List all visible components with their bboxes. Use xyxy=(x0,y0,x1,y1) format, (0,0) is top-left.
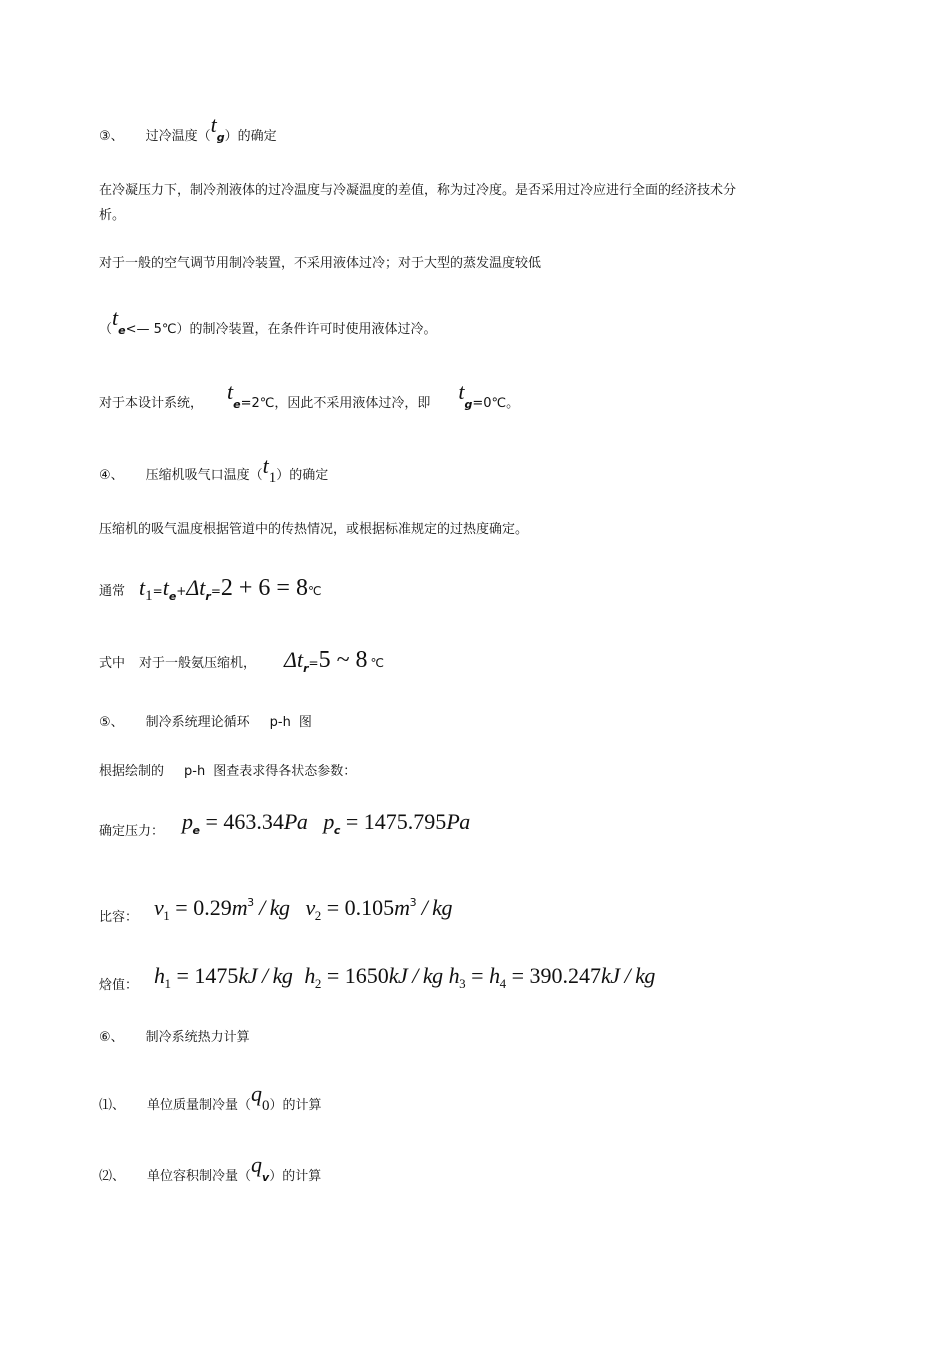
eq-equals-2: = xyxy=(210,584,221,598)
pc-symbol: p xyxy=(323,809,334,834)
system-text-3: =0℃。 xyxy=(472,396,520,411)
v1-unit: m xyxy=(231,895,248,920)
superheat-range-line xyxy=(99,647,385,679)
system-text-1: 对于本设计系统， xyxy=(99,396,204,411)
usual-label: 通常 xyxy=(99,584,126,599)
h3-subscript: 3 xyxy=(459,976,466,991)
section-3-title: 过冷温度（ xyxy=(145,129,211,144)
section-4-number: ④、 xyxy=(99,468,124,483)
qv-symbol: q xyxy=(251,1152,263,1177)
item-1-title: 单位质量制冷量（ xyxy=(147,1098,252,1113)
eq-delta-t: Δt xyxy=(186,575,206,600)
h3-symbol: h xyxy=(448,963,460,988)
system-text-2: =2℃，因此不采用液体过冷，即 xyxy=(240,396,431,411)
v2-symbol: v xyxy=(305,895,315,920)
pe-subscript: e xyxy=(192,824,200,837)
h4-unit: kJ / kg xyxy=(601,963,655,988)
section-6-number: ⑥、 xyxy=(99,1030,124,1045)
item-1-title-end: ）的计算 xyxy=(269,1098,322,1113)
system-design-note xyxy=(99,379,520,419)
h4-subscript: 4 xyxy=(499,976,507,991)
item-2-title-end: ）的计算 xyxy=(269,1169,322,1184)
subcool-temp-symbol: t xyxy=(210,112,217,137)
v2-subscript: 2 xyxy=(314,908,322,923)
pc-value: = 1475.795 xyxy=(340,809,447,834)
diagram-label: 图 xyxy=(298,715,312,730)
h2-value: = 1650 xyxy=(321,963,389,988)
subcooling-condition xyxy=(99,305,437,345)
pressure-line xyxy=(99,809,470,847)
h1-value: = 1475 xyxy=(171,963,239,988)
section-4-title: 压缩机吸气口温度（ xyxy=(145,468,263,483)
pc-unit: Pa xyxy=(446,809,470,834)
h3-h4-equals: = xyxy=(465,963,490,988)
section-5-number: ⑤、 xyxy=(99,715,124,730)
evap-temp-symbol: t xyxy=(227,379,234,404)
specific-volume-line xyxy=(99,895,452,932)
v2-unit: m xyxy=(394,895,410,920)
section-4-title-end: ）的确定 xyxy=(276,468,329,483)
eq-equals: = xyxy=(152,584,163,598)
section-4-heading xyxy=(99,453,329,490)
pe-symbol: p xyxy=(182,809,193,834)
section-3-heading xyxy=(99,112,277,152)
eq-te: t xyxy=(162,575,169,600)
where-label: 式中 xyxy=(99,656,126,671)
v2-superscript: 3 xyxy=(409,896,417,909)
volume-label: 比容： xyxy=(99,910,139,925)
suction-temp-symbol: t xyxy=(262,453,269,478)
eq-t1: t xyxy=(139,575,146,600)
v1-subscript: 1 xyxy=(163,908,170,923)
item-1-number: ⑴、 xyxy=(99,1098,126,1113)
h1-unit: kJ / kg xyxy=(238,963,293,988)
enthalpy-line xyxy=(99,963,655,1000)
q0-symbol: q xyxy=(251,1081,263,1106)
pc-subscript: c xyxy=(333,824,341,837)
item-2-title: 单位容积制冷量（ xyxy=(147,1169,252,1184)
eq-delta-t: Δt xyxy=(284,647,304,672)
eq-delta-t-sub: r xyxy=(303,662,309,675)
pressure-label: 确定压力： xyxy=(99,824,165,839)
open-paren: （ xyxy=(99,322,113,337)
qv-subscript: v xyxy=(262,1171,270,1184)
pe-value: = 463.34 xyxy=(199,809,284,834)
h1-subscript: 1 xyxy=(164,976,172,991)
suction-temp-description: 压缩机的吸气温度根据管道中的传热情况，或根据标准规定的过热度确定。 xyxy=(99,522,529,537)
eq-t1-sub: 1 xyxy=(145,588,153,604)
pe-unit: Pa xyxy=(283,809,308,834)
subcool-temp-subscript: g xyxy=(216,131,225,144)
subcool-temp-symbol: t xyxy=(458,379,465,404)
section-3-number: ③、 xyxy=(99,129,124,144)
section-6-heading xyxy=(99,1028,250,1048)
superheat-range: 5 ~ 8 xyxy=(318,647,368,673)
section-5-title: 制冷系统理论循环 xyxy=(145,715,250,730)
subcooling-definition: 在冷凝压力下，制冷剂液体的过冷温度与冷凝温度的差值，称为过冷度。是否采用过冷应进行全面的经济技术分析。 xyxy=(99,183,737,223)
item-2-heading xyxy=(99,1152,322,1192)
v1-value: = 0.29 xyxy=(169,895,232,920)
item-1-heading xyxy=(99,1081,322,1120)
evap-temp-subscript: e xyxy=(233,398,241,411)
suction-temp-subscript: 1 xyxy=(268,470,277,486)
v1-symbol: v xyxy=(154,895,164,920)
unit-celsius: ℃ xyxy=(307,584,322,598)
v2-unit-kg: / kg xyxy=(416,895,452,920)
h1-symbol: h xyxy=(154,963,165,988)
q0-subscript: 0 xyxy=(262,1098,270,1114)
ammonia-compressor-text: 对于一般氨压缩机， xyxy=(139,656,257,671)
subcooling-condition-text: <— 5℃）的制冷装置，在条件许可时使用液体过冷。 xyxy=(125,322,437,337)
h4-symbol: h xyxy=(489,963,500,988)
state-params-intro xyxy=(99,762,356,782)
h2-symbol: h xyxy=(304,963,315,988)
eq-equals: = xyxy=(308,656,319,670)
section-5-heading xyxy=(99,713,312,733)
ph-label: p-h xyxy=(269,715,291,730)
eq-plus: + xyxy=(176,584,187,598)
eq-te-sub: e xyxy=(168,590,177,603)
item-2-number: ⑵、 xyxy=(99,1169,126,1184)
intro-post: 图查表求得各状态参数： xyxy=(213,764,357,779)
section-6-title: 制冷系统热力计算 xyxy=(145,1030,250,1045)
h4-value: = 390.247 xyxy=(506,963,602,988)
ph-label: p-h xyxy=(184,764,206,779)
evap-temp-subscript: e xyxy=(118,324,126,337)
h2-subscript: 2 xyxy=(314,976,322,991)
v1-superscript: 3 xyxy=(247,896,255,909)
subcool-temp-subscript: g xyxy=(464,398,473,411)
subcooling-general-note: 对于一般的空气调节用制冷装置，不采用液体过冷；对于大型的蒸发温度较低 xyxy=(99,256,542,271)
v2-value: = 0.105 xyxy=(321,895,395,920)
unit-celsius: ℃ xyxy=(370,656,385,670)
intro-pre: 根据绘制的 xyxy=(99,764,165,779)
suction-temp-equation xyxy=(99,575,322,607)
section-3-title-end: ）的确定 xyxy=(224,129,277,144)
h2-unit: kJ / kg xyxy=(388,963,443,988)
enthalpy-label: 焓值： xyxy=(99,978,139,993)
v1-unit-kg: / kg xyxy=(254,895,290,920)
eq-delta-t-sub: r xyxy=(205,590,211,603)
evap-temp-symbol: t xyxy=(112,305,119,330)
eq-result: 2 + 6 = 8 xyxy=(220,575,308,601)
